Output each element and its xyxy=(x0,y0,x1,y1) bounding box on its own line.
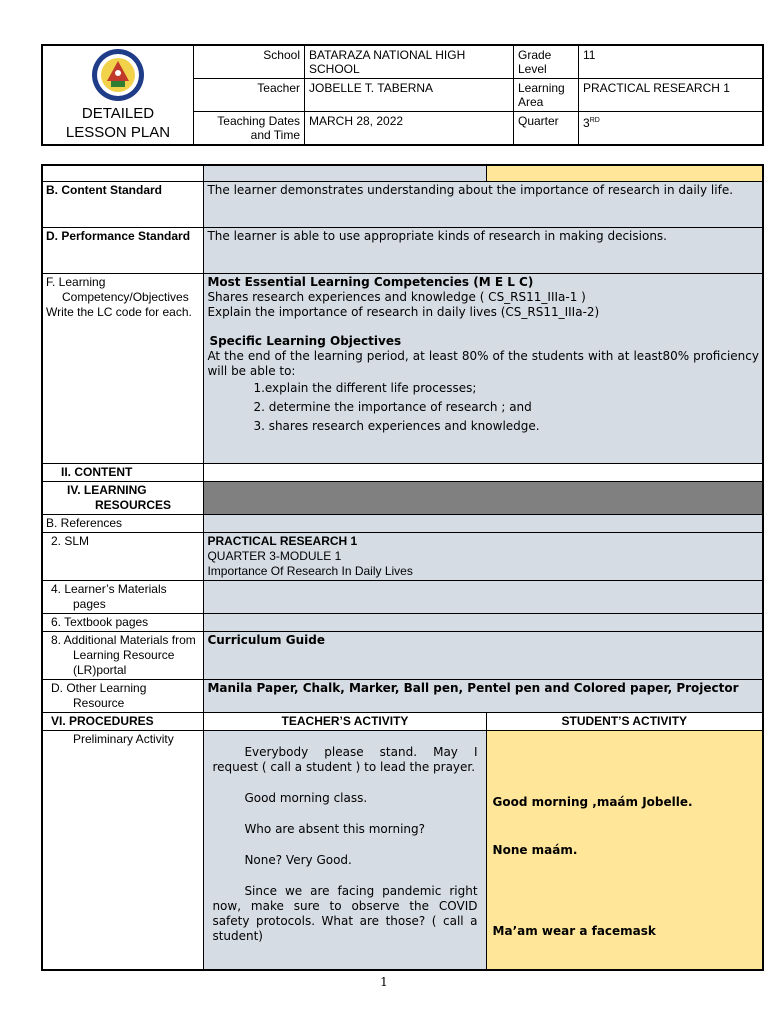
preliminary-activity-label: Preliminary Activity xyxy=(42,730,204,970)
school-value: BATARAZA NATIONAL HIGH SCHOOL xyxy=(305,45,514,79)
objective-3: 3. shares research experiences and knowledge. xyxy=(253,418,540,433)
lesson-plan-title: DETAILED LESSON PLAN xyxy=(65,105,171,141)
other-resources-value: Manila Paper, Chalk, Marker, Ball pen, Pentel pen and Colored paper, Projector xyxy=(204,679,763,712)
additional-materials-value: Curriculum Guide xyxy=(204,631,763,679)
teacher-line-2: Good morning class. xyxy=(244,790,368,805)
textbook-label: 6. Textbook pages xyxy=(42,613,204,631)
learners-materials-value xyxy=(204,580,763,613)
slo-intro: At the end of the learning period, at least 80% of the students with at least80% proficiency will be able to: xyxy=(207,348,759,378)
lesson-plan-table xyxy=(41,164,764,971)
teacher-line-5: Since we are facing pandemic right now, make sure to observe the COVID safety protocols. What are those? ( call a student) xyxy=(212,883,478,943)
teacher-value: JOBELLE T. TABERNA xyxy=(305,79,514,112)
teaching-dates-value: MARCH 28, 2022 xyxy=(305,112,514,146)
slm-title: PRACTICAL RESEARCH 1 xyxy=(207,533,358,548)
slm-value xyxy=(204,532,763,580)
slm-label: 2. SLM xyxy=(42,532,204,580)
slm-topic: Importance Of Research In Daily Lives xyxy=(207,563,413,578)
student-activity-header: STUDENT’S ACTIVITY xyxy=(486,712,763,730)
learning-area-value: PRACTICAL RESEARCH 1 xyxy=(579,79,764,112)
deped-seal-icon xyxy=(91,48,145,102)
learning-area-label: Learning Area xyxy=(514,79,579,112)
content-standard-value: The learner demonstrates understanding about the importance of research in daily life. xyxy=(204,181,763,227)
additional-materials-label: 8. Additional Materials from Learning Resource (LR)portal xyxy=(42,631,204,679)
slm-quarter: QUARTER 3-MODULE 1 xyxy=(207,548,342,563)
learning-resources-label: IV. LEARNING RESOURCES xyxy=(42,481,204,514)
content-label: II. CONTENT xyxy=(42,463,204,481)
quarter-value: 3RD xyxy=(579,112,764,146)
content-standard-label: B. Content Standard xyxy=(42,181,204,227)
competency-value xyxy=(204,273,763,463)
learning-resources-value xyxy=(204,481,763,514)
grade-label: Grade Level xyxy=(514,45,579,79)
content-value xyxy=(204,463,763,481)
other-resources-label: D. Other Learning Resource xyxy=(42,679,204,712)
logo-title-cell xyxy=(42,45,194,145)
blank-label-cell xyxy=(42,165,204,181)
school-label: School xyxy=(194,45,305,79)
page-number: 1 xyxy=(380,975,388,989)
teacher-line-1: Everybody please stand. May I request ( call a student ) to lead the prayer. xyxy=(212,744,478,774)
references-value xyxy=(204,514,763,532)
student-activity-cell xyxy=(486,730,763,970)
references-label: B. References xyxy=(42,514,204,532)
procedures-label: VI. PROCEDURES xyxy=(42,712,204,730)
performance-standard-value: The learner is able to use appropriate kinds of research in making decisions. xyxy=(204,227,763,273)
student-line-2: None maám. xyxy=(492,842,578,857)
student-line-3: Ma’am wear a facemask xyxy=(492,923,656,938)
blank-yellow-cell xyxy=(486,165,763,181)
teacher-activity-header: TEACHER’S ACTIVITY xyxy=(204,712,486,730)
teacher-line-4: None? Very Good. xyxy=(244,852,352,867)
blank-gray-cell xyxy=(204,165,486,181)
melc-title: Most Essential Learning Competencies (M E L C) xyxy=(207,274,534,289)
teacher-activity-cell xyxy=(204,730,486,970)
performance-standard-label: D. Performance Standard xyxy=(42,227,204,273)
melc-item-1: Shares research experiences and knowledge ( CS_RS11_IIIa-1 ) xyxy=(207,289,586,304)
grade-value: 11 xyxy=(579,45,764,79)
competency-label: F. Learning Competency/Objectives Write the LC code for each. xyxy=(42,273,204,463)
objective-1: 1.explain the different life processes; xyxy=(253,380,477,395)
slo-title: Specific Learning Objectives xyxy=(209,333,402,348)
melc-item-2: Explain the importance of research in daily lives (CS_RS11_IIIa-2) xyxy=(207,304,600,319)
header-table xyxy=(41,44,764,146)
quarter-label: Quarter xyxy=(514,112,579,146)
textbook-value xyxy=(204,613,763,631)
teaching-dates-label: Teaching Dates and Time xyxy=(194,112,305,146)
learners-materials-label: 4. Learner’s Materials pages xyxy=(42,580,204,613)
teacher-line-3: Who are absent this morning? xyxy=(244,821,426,836)
objective-2: 2. determine the importance of research ; and xyxy=(253,399,532,414)
student-line-1: Good morning ,maám Jobelle. xyxy=(492,794,693,809)
teacher-label: Teacher xyxy=(194,79,305,112)
